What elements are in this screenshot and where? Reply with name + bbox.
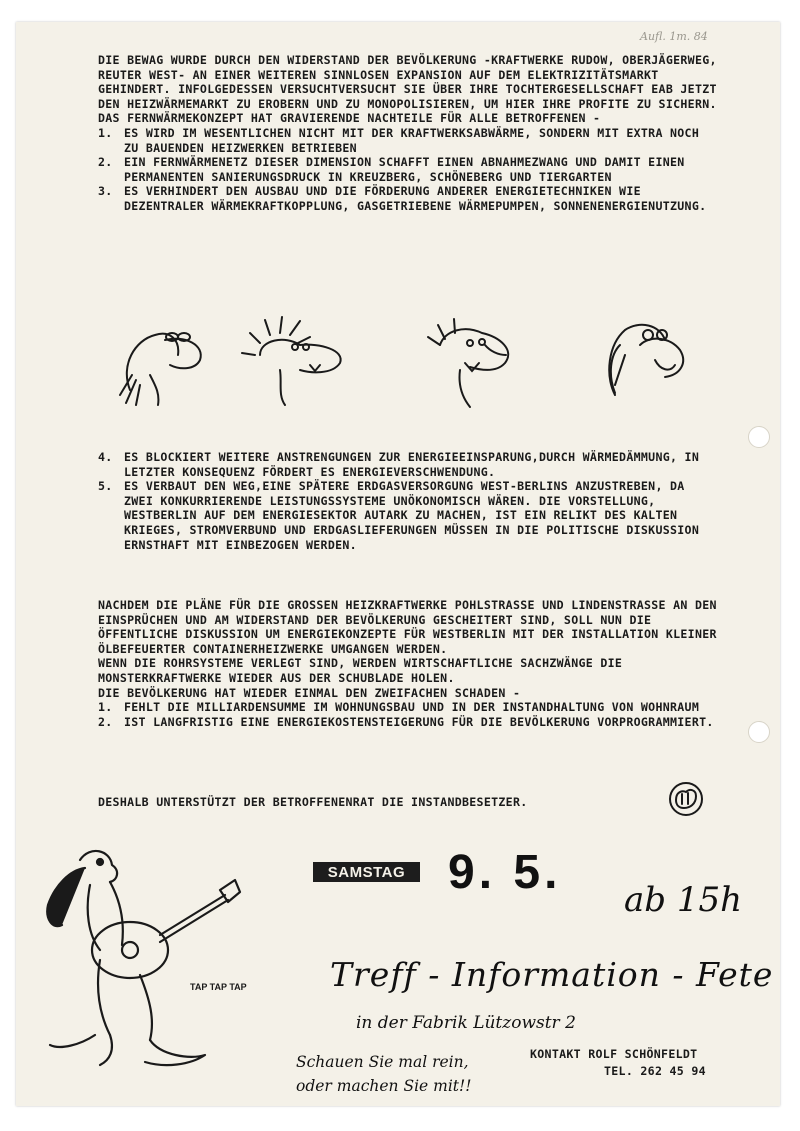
closing-statement: DESHALB UNTERSTÜTZT DER BETROFFENENRAT DIE INSTANDBESETZER. [98,795,528,809]
cartoon-faces-illustration [110,315,700,410]
intro-paragraph: DIE BEWAG WURDE DURCH DEN WIDERSTAND DER BEVÖLKERUNG -KRAFTWERKE RUDOW, OBERJÄGERWEG, REUTER WEST- AN EINER WEITEREN SINNLOSEN EXPANSION AUF DEM ELEKTRIZITÄTSMARKT GEHINDERT. INFOLGEDESSEN VERSUCHTVERSUCHT SIE ÜBER IHRE TOCHTERGESELLSCHAFT EAB JETZT DEN HEIZWÄRMEMARKT ZU EROBERN UND ZU MONOPOLISIEREN, UM HIER IHRE PROFITE ZU SICHERN. DAS FERNWÄRMEKONZEPT HAT GRAVIERENDE NACHTEILE FÜR ALLE BETROFFENEN - [98,53,717,126]
body-part-1 [98,53,718,214]
event-day-stamp: SAMSTAG [313,862,420,882]
list-item [98,715,718,730]
cartoon-face-3 [428,319,508,407]
cartoon-face-1 [120,333,201,405]
list-text: ES BLOCKIERT WEITERE ANSTRENGUNGEN ZUR ENERGIEEINSPARUNG,DURCH WÄRMEDÄMMUNG, IN LETZTER KONSEQUENZ FÖRDERT ES ENERGIEVERSCHWENDUNG. [124,450,700,479]
list-text: ES WIRD IM WESENTLICHEN NICHT MIT DER KRAFTWERKSABWÄRME, SONDERN MIT EXTRA NOCH ZU BAUENDEN HEIZWERKEN BETRIEBEN [124,125,700,155]
list-number: 2. [98,155,113,170]
paragraph-plans: NACHDEM DIE PLÄNE FÜR DIE GROSSEN HEIZKRAFTWERKE POHLSTRASSE UND LINDENSTRASSE AN DEN EINSPRÜCHEN UND AM WIDERSTAND DER BEVÖLKERUNG GESCHEITERT SIND, SOLL NUN DIE ÖFFENTLICHE DISKUSSION UM ENERGIEKONZEPTE FÜR WESTBERLIN MIT DER INSTALLATION KLEINER ÖLBEFEUERTER CONTAINERHEIZWERKE UMGANGEN WERDEN. [98,598,717,656]
list-item [98,450,718,479]
list-text: ES VERHINDERT DEN AUSBAU UND DIE FÖRDERUNG ANDERER ENERGIETECHNIKEN WIE DEZENTRALER WÄRMEKRAFTKOPPLUNG, GASGETRIEBENE WÄRMEPUMPEN, SONNENENERGIENUTZUNG. [124,184,707,213]
list-text: FEHLT DIE MILLIARDENSUMME IM WOHNUNGSBAU UND IN DER INSTANDHALTUNG VON WOHNRAUM [124,700,700,715]
event-date: 9. 5. [448,846,562,899]
list-number: 1. [98,125,113,140]
list-text: EIN FERNWÄRMENETZ DIESER DIMENSION SCHAFFT EINEN ABNAHMEZWANG UND DAMIT EINEN PERMANENTEN SANIERUNGSDRUCK IN KREUZBERG, SCHÖNEBERG UND TIERGARTEN [124,155,685,184]
list-number: 3. [98,184,113,199]
punch-hole-upper [748,426,770,448]
punch-hole-lower [748,721,770,743]
contact-phone: TEL. 262 45 94 [604,1064,706,1078]
invite-line-1: Schauen Sie mal rein, [296,1053,469,1071]
pencil-corner-note: Aufl. 1m. 84 [640,30,708,43]
list-number: 1. [98,700,113,715]
list-text: ES VERBAUT DEN WEG,EINE SPÄTERE ERDGASVERSORGUNG WEST-BERLINS ANZUSTREBEN, DA ZWEI KONKURRIERENDE LEISTUNGSSYSTEME UNÖKONOMISCH WÄREN. DIE VORSTELLUNG, WESTBERLIN AUF DEM ENERGIESEKTOR AUTARK ZU MACHEN, IST EIN RELIKT DES KALTEN KRIEGES, STROMVERBUND UND ERDGASLIEFERUNGEN MÜSSEN IN DIE POLITISCHE DISKUSSION ERNSTHAFT MIT EINBEZOGEN WERDEN. [124,479,700,552]
event-location: in der Fabrik Lützowstr 2 [356,1013,576,1033]
event-title: Treff - Information - Fete [330,955,774,994]
contact-block [530,1046,706,1080]
list-text: IST LANGFRISTIG EINE ENERGIEKOSTENSTEIGERUNG FÜR DIE BEVÖLKERUNG VORPROGRAMMIERT. [124,714,714,729]
list-number: 4. [98,450,113,464]
list-number: 5. [98,479,113,494]
body-part-2 [98,450,718,552]
list-item [98,126,718,155]
list-number: 2. [98,714,113,729]
cartoon-face-4 [609,325,683,395]
raised-fist-icon [664,780,708,818]
invite-text [296,1050,526,1098]
body-part-3 [98,598,718,729]
list-item [98,184,718,213]
sound-effect-text: TAP TAP TAP [190,982,247,992]
guitar-bird-illustration [40,840,250,1080]
contact-name: KONTAKT ROLF SCHÖNFELDT [530,1047,698,1061]
event-time: ab 15h [624,880,743,920]
list-item [98,155,718,184]
list-item [98,700,718,715]
list-item [98,479,718,552]
paragraph-pipes: WENN DIE ROHRSYSTEME VERLEGT SIND, WERDEN WIRTSCHAFTLICHE SACHZWÄNGE DIE MONSTERKRAFTWERKE WIEDER AUS DER SCHUBLADE HOLEN. [98,656,623,685]
paragraph-damage: DIE BEVÖLKERUNG HAT WIEDER EINMAL DEN ZWEIFACHEN SCHADEN - [98,685,521,700]
invite-line-2: oder machen Sie mit!! [296,1077,472,1095]
cartoon-face-2 [242,317,341,405]
